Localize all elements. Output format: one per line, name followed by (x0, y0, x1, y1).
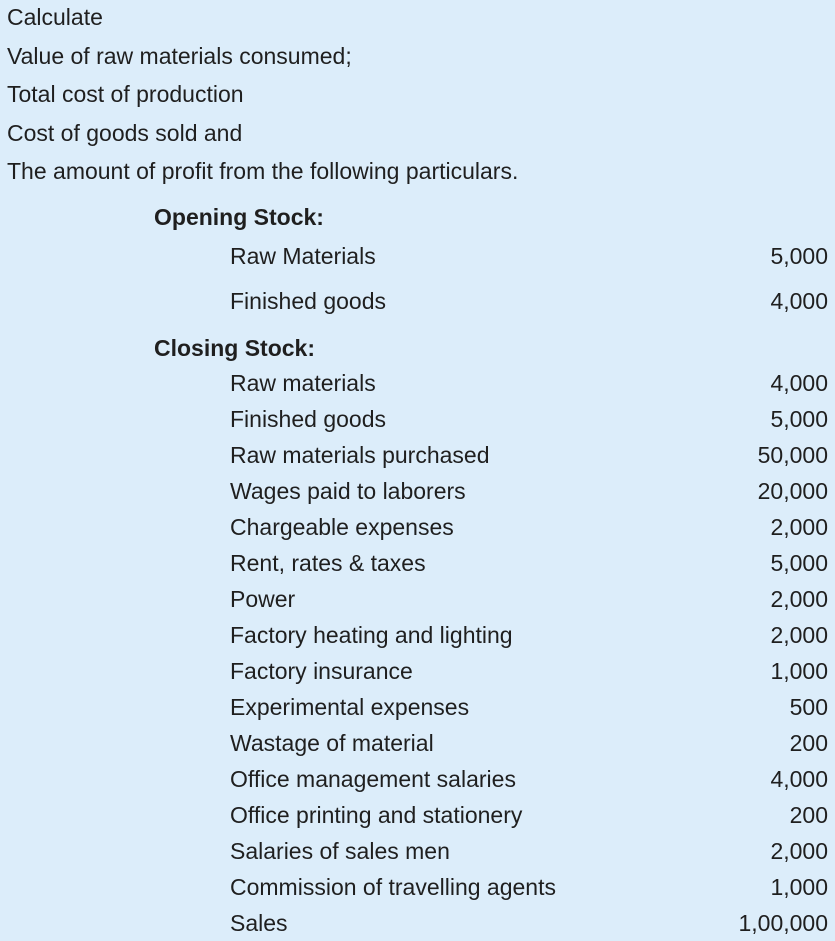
particular-row (230, 510, 828, 544)
particular-amount: 50,000 (757, 441, 828, 468)
particular-amount: 200 (789, 729, 828, 756)
particular-row (230, 239, 828, 273)
closing-stock-heading: Closing Stock: (154, 335, 316, 361)
particular-row (230, 438, 828, 472)
particular-row (230, 654, 828, 688)
particular-row (230, 474, 828, 508)
particular-amount: 20,000 (757, 477, 828, 504)
particular-label: Wages paid to laborers (230, 477, 466, 504)
particular-label: Raw materials purchased (230, 441, 490, 468)
particular-label: Office management salaries (230, 765, 516, 792)
particular-amount: 4,000 (770, 765, 828, 792)
particular-label: Factory insurance (230, 657, 413, 684)
particular-label: Rent, rates & taxes (230, 549, 426, 576)
particular-amount: 1,000 (770, 873, 828, 900)
particular-amount: 2,000 (770, 585, 828, 612)
particular-label: Raw materials (230, 369, 376, 396)
particular-row (230, 726, 828, 760)
particular-row (230, 546, 828, 580)
particular-amount: 2,000 (770, 837, 828, 864)
opening-stock-heading: Opening Stock: (154, 204, 324, 230)
particular-row (230, 618, 828, 652)
particular-label: Office printing and stationery (230, 801, 523, 828)
particular-label: Finished goods (230, 405, 386, 432)
particular-amount: 500 (789, 693, 828, 720)
intro-line-cost-of-goods-sold: Cost of goods sold and (7, 119, 243, 146)
particular-label: Raw Materials (230, 242, 376, 269)
intro-line-raw-materials-consumed: Value of raw materials consumed; (7, 42, 352, 69)
particular-amount: 5,000 (770, 549, 828, 576)
particular-amount: 4,000 (770, 287, 828, 314)
particular-amount: 2,000 (770, 621, 828, 648)
particular-label: Power (230, 585, 296, 612)
particular-amount: 5,000 (770, 242, 828, 269)
particular-label: Commission of travelling agents (230, 873, 556, 900)
particular-label: Finished goods (230, 287, 386, 314)
intro-line-total-cost: Total cost of production (7, 81, 244, 107)
intro-line-calculate: Calculate (7, 4, 103, 30)
intro-line-profit: The amount of profit from the following particulars. (7, 158, 519, 184)
particular-label: Sales (230, 909, 288, 936)
particular-label: Wastage of material (230, 729, 434, 756)
particular-row (230, 690, 828, 724)
particular-amount: 1,00,000 (738, 909, 828, 936)
particular-row (230, 582, 828, 616)
particular-row (230, 834, 828, 868)
particular-row (230, 870, 828, 904)
particular-amount: 1,000 (770, 657, 828, 684)
question-text (7, 0, 807, 193)
particular-amount: 5,000 (770, 405, 828, 432)
particular-row (230, 762, 828, 796)
particular-row (230, 366, 828, 400)
particular-label: Chargeable expenses (230, 513, 454, 540)
particular-label: Experimental expenses (230, 693, 470, 720)
particular-row (230, 798, 828, 832)
particular-row (230, 402, 828, 436)
particular-amount: 200 (789, 801, 828, 828)
particular-amount: 4,000 (770, 369, 828, 396)
particular-row (230, 906, 828, 940)
particular-row (230, 284, 828, 318)
particular-label: Salaries of sales men (230, 837, 450, 864)
particular-label: Factory heating and lighting (230, 621, 513, 648)
particular-amount: 2,000 (770, 513, 828, 540)
